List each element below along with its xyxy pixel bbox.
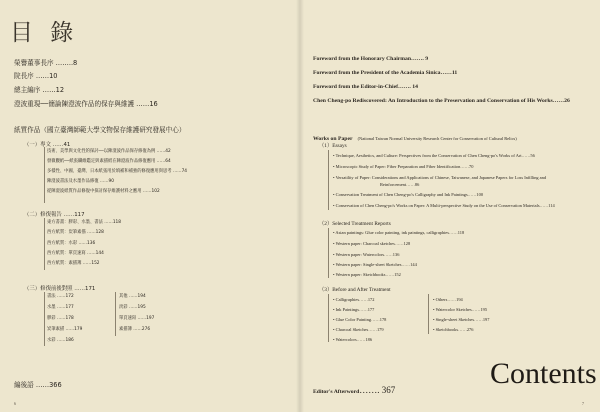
toc-entry: 單頁速寫 ……197	[119, 316, 155, 321]
toc-entry-label: Sketchbooks……276	[435, 327, 474, 332]
toc-entry: 西方紙質：炭筆素描 ……128	[47, 230, 104, 235]
toc-entry-detail: A Multi-perspective Study on the Use of Conservation Materials……114	[426, 203, 555, 208]
subsection-heading: （1）Essays	[319, 143, 347, 149]
toc-entry-page: ……. 367	[359, 385, 396, 395]
toc-entry-label: Watercolor Sketches……195	[435, 307, 488, 312]
toc-entry: 從陳澄波紙質作品修復中探討保存維護材料之應用 ……102	[47, 189, 160, 194]
toc-entry: 澄波重現──簡論陳澄波作品的保存與維護 ……16	[14, 100, 158, 108]
toc-entry: 東方書畫：膠彩、水墨、書法 ……118	[47, 220, 122, 225]
toc-entry: 淡彩 ……195	[119, 305, 146, 310]
subsection-heading: （三）修復前後對照 ……171	[24, 286, 96, 292]
bracket-line	[44, 292, 45, 346]
toc-entry-afterword: 編後語 ……366	[14, 381, 62, 389]
toc-entry: 書法 ……172	[47, 294, 74, 299]
toc-entry: • Technique, Aesthetics, and Culture: Perspectives from the Conservation of Chen Cheng-po's Works of Art……56	[333, 153, 535, 158]
section-heading-title: Works on Paper	[313, 136, 353, 142]
subsection-heading: （3）Before and After Treatment	[319, 287, 391, 293]
page-title-english: Contents	[490, 357, 597, 390]
toc-entry-label: Western paper: Watercolors……136	[335, 252, 400, 257]
toc-entry: 陳澄波書法及水墨作品修復 ……90	[47, 179, 114, 184]
toc-entry: • Western paper: Single-sheet Sketches……144	[333, 262, 417, 267]
toc-entry-label: Chen Cheng-po Rediscovered: An Introduction to the Preservation and Conservation of His Works	[313, 98, 553, 104]
section-heading: 紙質作品（國立臺灣師範大學文物保存維護研究發展中心）	[14, 126, 186, 134]
toc-entry-label: Foreword from the Editor-in-Chief	[313, 84, 399, 90]
toc-entry: • Watercolor Sketches……195	[433, 307, 488, 312]
toc-entry: • Ink Paintings……177	[333, 307, 375, 312]
toc-entry	[313, 56, 428, 62]
toc-entry: 榮譽董事長序 ……..8	[14, 59, 78, 67]
toc-entry: 水彩 ……186	[47, 338, 74, 343]
toc-entry: • Single-sheet Sketches……197	[433, 317, 490, 322]
page-number: 7	[582, 401, 584, 406]
toc-entry-label: Asian paintings: Glue color painting, ink paintings, calligraphies……118	[335, 230, 465, 235]
toc-entry-label: Glue Color Painting……178	[335, 317, 387, 322]
toc-entry: • Western paper: Charcoal sketches……128	[333, 241, 411, 246]
toc-entry-label: Conservation Treatment of Chen Cheng-po's Calligraphy and Ink Paintings……100	[335, 192, 484, 197]
toc-entry: • Others……194	[433, 297, 463, 302]
toc-entry-page: ……. 14	[398, 84, 418, 90]
page-title-chinese: 目 錄	[10, 20, 79, 46]
toc-entry: 多樣性、中國、臺灣、日本紙張用於填補和補強的修復應用與思考 ……74	[47, 169, 188, 174]
toc-entry: • Western paper: Watercolors……136	[333, 252, 400, 257]
section-heading-sub: (National Taiwan Normal University Research Center for Conservation of Cultural Relics)	[357, 136, 517, 141]
page-number: 6	[14, 401, 16, 406]
toc-entry	[313, 70, 457, 76]
toc-entry-label: Single-sheet Sketches……197	[435, 317, 490, 322]
toc-entry-detail: Considerations and Applications of Chinese, Taiwanese, and Japanese Papers for Loss Infilling and	[371, 175, 547, 180]
toc-entry-label: Western paper: Charcoal sketches……128	[335, 241, 411, 246]
toc-entry: 炭筆素描 ……179	[47, 327, 83, 332]
bracket-line	[44, 147, 45, 203]
toc-entry-label: Versatility of Paper:	[335, 175, 371, 180]
toc-entry-page: ……. 9	[411, 56, 429, 62]
toc-entry: • Sketchbooks……276	[433, 327, 474, 332]
bracket-line	[328, 294, 329, 342]
toc-entry-label: Foreword from the President of the Academia Sinica	[313, 70, 441, 76]
toc-entry-label: Charcoal Sketches……179	[335, 327, 384, 332]
toc-entry-label: Technique, Aesthetics, and Culture:	[335, 153, 399, 158]
right-page	[300, 0, 600, 412]
bracket-line	[44, 218, 45, 270]
toc-entry: • Calligraphies……172	[333, 297, 375, 302]
toc-entry: 西方紙質：素描簿 ……152	[47, 261, 100, 266]
toc-entry-detail: Perspectives from the Conservation of Chen Cheng-po's Works of Art……56	[399, 153, 535, 158]
toc-entry-label: Microscopic Study of Paper:	[335, 164, 387, 169]
subsection-heading: （二）修復報告 ……117	[24, 212, 85, 218]
bracket-line	[428, 294, 429, 334]
toc-entry-afterword	[313, 378, 395, 397]
toc-entry: • Charcoal Sketches……179	[333, 327, 384, 332]
toc-entry: • Glue Color Painting……178	[333, 317, 387, 322]
toc-entry: • Versatility of Paper: Considerations and Applications of Chinese, Taiwanese, and Japanese Papers for Loss Infilling and	[333, 175, 547, 180]
toc-entry: • Western paper: Sketchbooks……152	[333, 272, 401, 277]
toc-entry: • Conservation Treatment of Chen Cheng-po's Calligraphy and Ink Paintings……100	[333, 192, 484, 197]
toc-entry-label: Watercolors……186	[335, 337, 373, 342]
book-gutter	[296, 0, 304, 412]
toc-entry-label: Western paper: Single-sheet Sketches……144	[335, 262, 417, 267]
toc-entry-label: Foreword from the Honorary Chairman	[313, 56, 412, 62]
toc-entry	[313, 98, 570, 104]
toc-entry: • Watercolors……186	[333, 337, 373, 342]
toc-entry-label: Calligraphies……172	[335, 297, 375, 302]
subsection-heading: （2）Selected Treatment Reports	[319, 221, 391, 227]
toc-entry: • Conservation of Chen Cheng-po's Works on Paper: A Multi-perspective Study on the Use of Conservation Materials……114	[333, 203, 555, 208]
toc-entry: 水墨 ……177	[47, 305, 74, 310]
toc-entry-label: Others……194	[435, 297, 463, 302]
bracket-line	[328, 150, 329, 210]
toc-entry: 技術、美學與文化性的探討──以陳澄波作品保存修復為例 ……42	[47, 149, 171, 154]
toc-entry-page: ……11	[440, 70, 458, 76]
toc-entry: 西方紙質：單頁速寫 ……144	[47, 251, 104, 256]
toc-entry: • Asian paintings: Glue color painting, ink paintings, calligraphies……118	[333, 230, 465, 235]
toc-entry: 發微觀紙──紙張纖維鑑定與素描紙在陳澄波作品修復應用 ……64	[47, 159, 171, 164]
toc-entry: 總主編序 ……12	[14, 86, 65, 94]
toc-entry: 素描簿 ……276	[119, 327, 151, 332]
toc-entry-page: ……26	[552, 98, 570, 104]
toc-entry-label: Conservation of Chen Cheng-po's Works on Paper:	[335, 203, 426, 208]
subsection-heading: （一）專文 ……41	[24, 142, 71, 148]
toc-entry: 膠彩 ……178	[47, 316, 74, 321]
toc-entry-detail: Fiber Preparation and Fiber Identification……70	[387, 164, 474, 169]
toc-entry: 院長序 ……10	[14, 72, 58, 80]
toc-entry-label: Editor's Afterword	[313, 389, 360, 395]
toc-entry-label: Western paper: Sketchbooks……152	[335, 272, 401, 277]
bracket-line	[115, 292, 116, 336]
toc-entry-label: Ink Paintings……177	[335, 307, 375, 312]
bracket-line	[328, 228, 329, 278]
toc-entry-continued: Reinforcement……86	[380, 182, 420, 187]
toc-entry: 西方紙質：水彩 ……136	[47, 241, 96, 246]
toc-entry: • Microscopic Study of Paper: Fiber Preparation and Fiber Identification……70	[333, 164, 474, 169]
toc-entry: 其他 ……194	[119, 294, 146, 299]
toc-entry	[313, 84, 418, 90]
